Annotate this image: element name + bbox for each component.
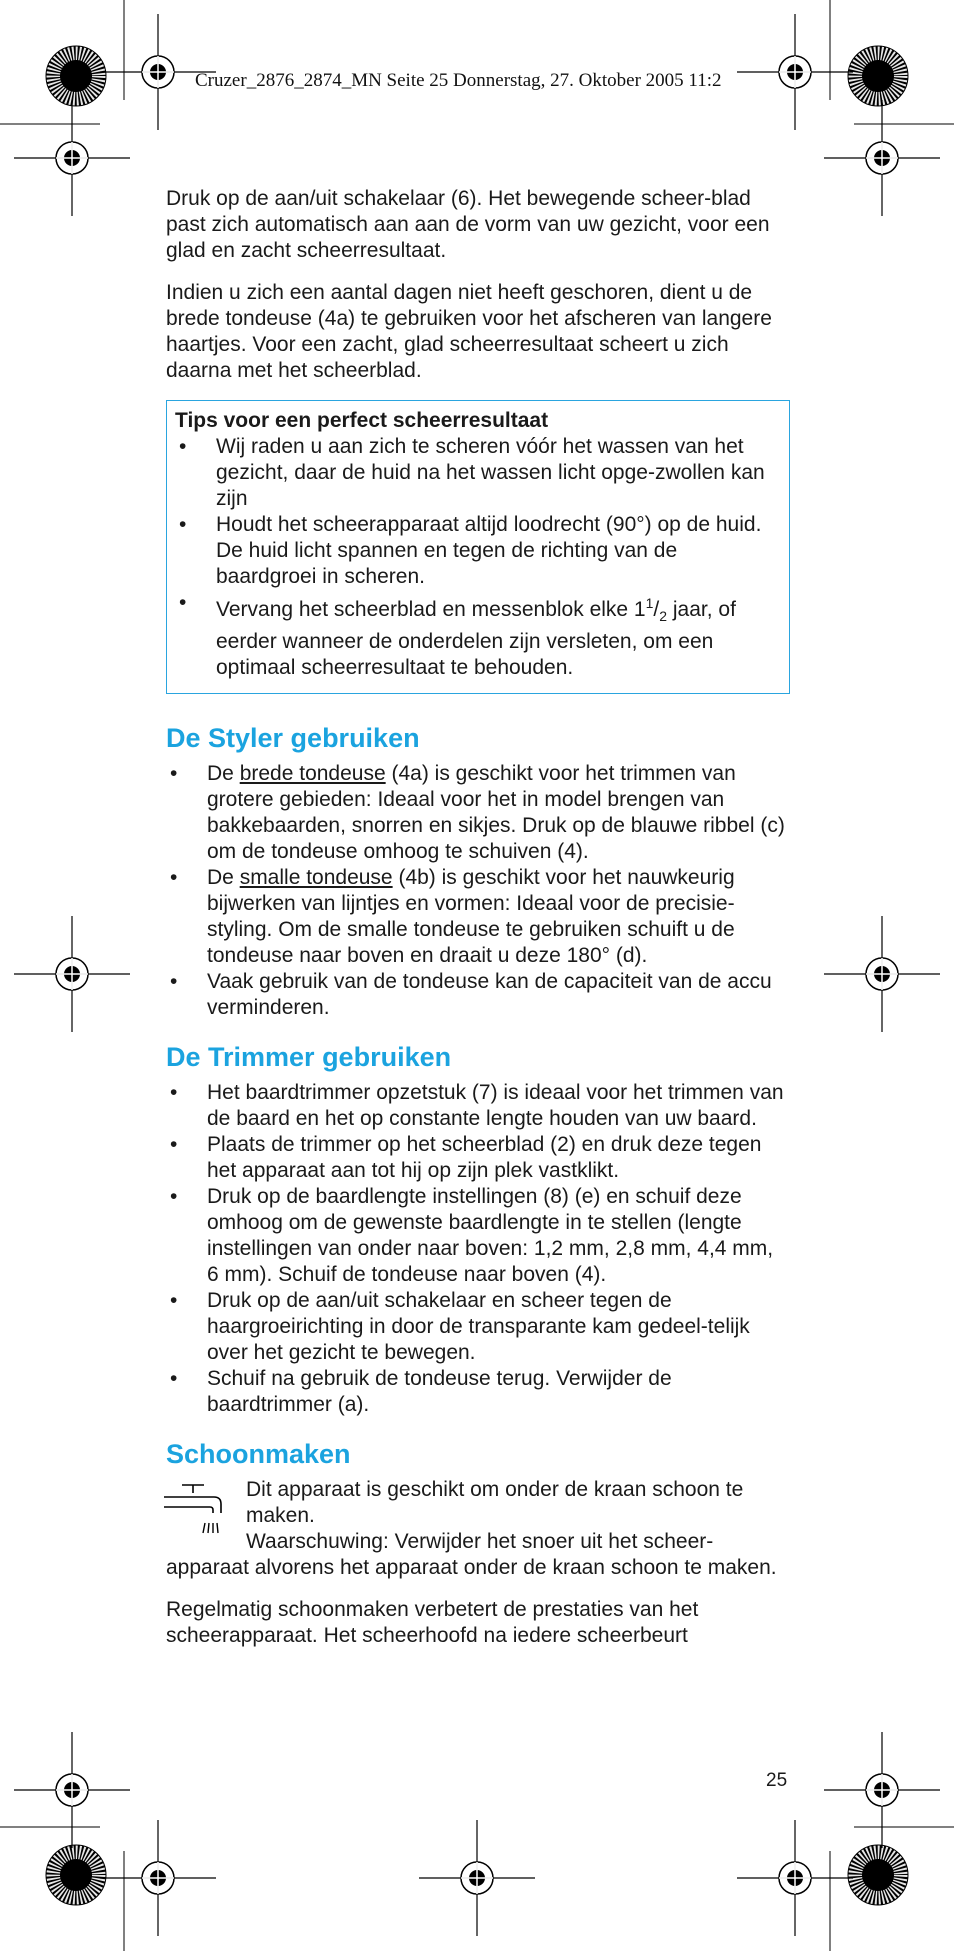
tips-box [166,400,790,694]
tips-item: • Wij raden u aan zich te scheren vóór het wassen van het gezicht, daar de huid na het wassen licht opge-zwollen kan zijn [175,434,781,512]
text-span: (4b) is geschikt voor het nauwkeurig bijwerken van lijntjes en vormen: Ideaal voor de precisie-styling. Om de smalle tondeuse te gebruiken schuift u de tondeuse naar boven en draait u deze 180° (d). [207,866,735,968]
styler-list [166,761,790,1021]
clean-warning [166,1529,790,1581]
list-item: • Druk op de aan/uit schakelaar en scheer tegen de haargroeirichting in door de transparante kam gedeel-telijk over het gezicht te bewegen. [166,1288,790,1366]
underlined-term: brede tondeuse [239,762,386,786]
trimmer-section [166,1041,790,1418]
text-span: (4a) is geschikt voor het trimmen van grotere gebieden: Ideaal voor het in model brengen van bakkebaarden, snorren en sikjes. Druk op de blauwe ribbel (c) om de tondeuse omhoog te schuiven (4). [207,762,785,864]
tips-item-3-start: Vervang het scheerblad en messenblok elke 1 [216,598,646,621]
list-item [166,865,790,969]
clean-section [166,1438,790,1649]
tips-list [175,434,781,681]
trimmer-heading: De Trimmer gebruiken [166,1042,452,1073]
styler-heading: De Styler gebruiken [166,723,420,754]
water-tap-icon [164,1481,230,1539]
page-number: 25 [766,1770,788,1791]
trimmer-list [166,1080,790,1418]
tips-title: Tips voor een perfect scheerresultaat [175,409,549,432]
print-slug: Cruzer_2876_2874_MN Seite 25 Donnerstag, 27. Oktober 2005 11:2 [195,70,735,91]
warning-text: Waarschuwing: Verwijder het snoer uit het scheer-apparaat alvorens het apparaat onder de kraan schoon te maken. [166,1530,777,1580]
styler-section [166,722,790,1021]
tips-item: • Houdt het scheerapparaat altijd loodrecht (90°) op de huid. De huid licht spannen en tegen de richting van de baardgroei in scheren. [175,512,781,590]
clean-heading: Schoonmaken [166,1439,351,1470]
list-item: • Vaak gebruik van de tondeuse kan de capaciteit van de accu verminderen. [166,969,790,1021]
list-item: • Plaats de trimmer op het scheerblad (2) en druk deze tegen het apparaat aan tot hij op zijn plek vastklikt. [166,1132,790,1184]
intro-paragraph-1: Druk op de aan/uit schakelaar (6). Het bewegende scheer-blad past zich automatisch aan aan de vorm van uw gezicht, voor een glad en zacht scheerresultaat. [166,187,770,262]
clean-paragraph-1a: Dit apparaat is geschikt om onder de kraan schoon te maken. [246,1478,744,1528]
fraction-slash: / [653,598,660,621]
list-item: • Het baardtrimmer opzetstuk (7) is ideaal voor het trimmen van de baard en het op constante lengte houden van uw baard. [166,1080,790,1132]
clean-paragraph-2: Regelmatig schoonmaken verbetert de prestaties van het scheerapparaat. Het scheerhoofd na iedere scheerbeurt [166,1598,699,1648]
list-item: • Schuif na gebruik de tondeuse terug. Verwijder de baardtrimmer (a). [166,1366,790,1418]
list-item [166,761,790,865]
text-span: De [207,866,240,890]
page-content [166,186,790,1665]
list-item: • Druk op de baardlengte instellingen (8) (e) en schuif deze omhoog om de gewenste baardlengte in te stellen (lengte instellingen van onder naar boven: 1,2 mm, 2,8 mm, 4,4 mm, 6 mm). Schuif de tondeuse naar boven (4). [166,1184,790,1288]
fraction-numerator: 1 [645,595,654,611]
clean-instruction [166,1477,790,1529]
underlined-term: smalle tondeuse [239,866,393,890]
tips-item-3-end: jaar, of eerder wanneer de onderdelen zijn versleten, om een optimaal scheerresultaat te behouden. [216,598,736,680]
text-span: De [207,762,240,786]
intro-paragraph-2: Indien u zich een aantal dagen niet heeft geschoren, dient u de brede tondeuse (4a) te gebruiken voor het afscheren van langere haartjes. Voor een zacht, glad scheerresultaat scheert u zich daarna met het scheerblad. [166,281,772,382]
fraction-denominator: 2 [659,608,668,625]
tips-item [175,590,781,681]
